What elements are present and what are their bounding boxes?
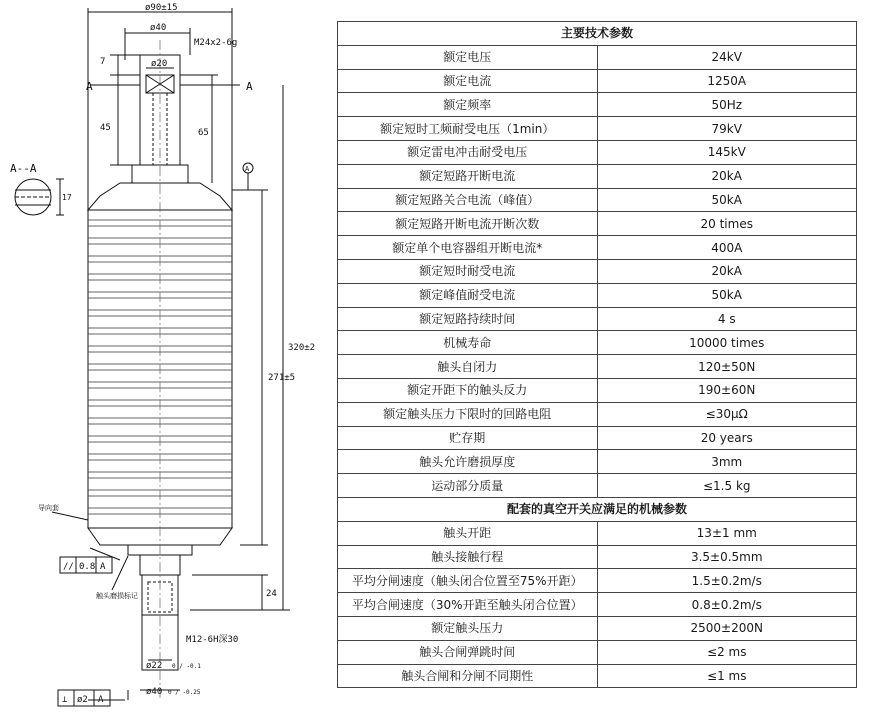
dim-thread-bottom: M12-6H深30: [186, 635, 239, 645]
interrupter-drawing: [0, 0, 330, 719]
param-value: ≤1.5 kg: [597, 474, 857, 498]
perpendicularity-datum: A: [98, 695, 104, 705]
table-row: [338, 450, 857, 474]
param-value: 50Hz: [597, 93, 857, 117]
param-label: 额定短路开断电流: [338, 164, 598, 188]
param-label: 额定触头压力下限时的回路电阻: [338, 402, 598, 426]
dim-stem-dia: ø40: [150, 23, 167, 33]
table-row: [338, 426, 857, 450]
param-label: 平均合闸速度（30%开距至触头闭合位置）: [338, 593, 598, 617]
param-value: 4 s: [597, 307, 857, 331]
param-label: 额定单个电容器组开断电流*: [338, 236, 598, 260]
param-label: 平均分闸速度（触头闭合位置至75%开距）: [338, 569, 598, 593]
param-label: 额定短路关合电流（峰值）: [338, 188, 598, 212]
table-row: [338, 117, 857, 141]
table-row: [338, 164, 857, 188]
table-row: [338, 331, 857, 355]
table-row: [338, 93, 857, 117]
param-value: 79kV: [597, 117, 857, 141]
param-value: 145kV: [597, 140, 857, 164]
wear-label: 触头磨损标记: [96, 592, 138, 600]
table-row: [338, 593, 857, 617]
param-label: 额定触头压力: [338, 616, 598, 640]
param-label: 额定电流: [338, 69, 598, 93]
table-header-mechanical: [338, 497, 857, 521]
parallelism-symbol: //: [63, 562, 74, 572]
param-label: 触头合闸弹跳时间: [338, 640, 598, 664]
param-label: 触头接触行程: [338, 545, 598, 569]
table-row: [338, 69, 857, 93]
param-value: ≤2 ms: [597, 640, 857, 664]
param-value: 3mm: [597, 450, 857, 474]
param-value: 20kA: [597, 164, 857, 188]
dim-thread-top: M24x2-6g: [194, 38, 238, 48]
dim-bottom-22-tol: 0 / -0.1: [172, 663, 201, 670]
param-value: 50kA: [597, 188, 857, 212]
param-label: 额定短路持续时间: [338, 307, 598, 331]
table-row: [338, 45, 857, 69]
param-value: ≤1 ms: [597, 664, 857, 688]
param-value: 20 times: [597, 212, 857, 236]
param-label: 额定短时工频耐受电压（1min）: [338, 117, 598, 141]
dim-flat-dia: ø20: [151, 59, 168, 69]
table-row: [338, 640, 857, 664]
section-label: A--A: [10, 162, 37, 175]
dim-7: 7: [100, 57, 106, 67]
param-value: ≤30μΩ: [597, 402, 857, 426]
table-row: [338, 355, 857, 379]
table-row: [338, 236, 857, 260]
table-row: [338, 283, 857, 307]
section-mark-left: A: [86, 80, 93, 93]
table-row: [338, 521, 857, 545]
param-label: 额定开距下的触头反力: [338, 378, 598, 402]
dim-bottom-22: ø22: [146, 661, 163, 671]
dim-bottom-40: ø40: [146, 687, 163, 697]
perpendicularity-value: ø2: [77, 695, 88, 705]
perpendicularity-symbol: ⊥: [62, 695, 68, 705]
param-label: 额定短时耐受电流: [338, 259, 598, 283]
param-value: 0.8±0.2m/s: [597, 593, 857, 617]
table-row: [338, 212, 857, 236]
param-label: 触头合闸和分闸不同期性: [338, 664, 598, 688]
dim-24: 24: [266, 589, 277, 599]
table-row: [338, 378, 857, 402]
table-row: [338, 402, 857, 426]
param-value: 1.5±0.2m/s: [597, 569, 857, 593]
table-row: [338, 259, 857, 283]
param-label: 额定雷电冲击耐受电压: [338, 140, 598, 164]
dim-bottom-40-tol: 0 / -0.25: [168, 689, 201, 696]
param-value: 24kV: [597, 45, 857, 69]
param-value: 20 years: [597, 426, 857, 450]
table-row: [338, 140, 857, 164]
guide-label: 导向套: [38, 504, 59, 512]
param-label: 触头自闭力: [338, 355, 598, 379]
param-label: 额定频率: [338, 93, 598, 117]
param-label: 额定短路开断电流开断次数: [338, 212, 598, 236]
header-mechanical: 配套的真空开关应满足的机械参数: [338, 497, 857, 521]
section-dim: 17: [62, 193, 72, 202]
param-label: 触头开距: [338, 521, 598, 545]
table-row: [338, 664, 857, 688]
param-label: 运动部分质量: [338, 474, 598, 498]
section-mark-right: A: [246, 80, 253, 93]
param-value: 3.5±0.5mm: [597, 545, 857, 569]
param-value: 2500±200N: [597, 616, 857, 640]
table-row: [338, 569, 857, 593]
table-row: [338, 188, 857, 212]
param-value: 20kA: [597, 259, 857, 283]
table-row: [338, 474, 857, 498]
header-main: 主要技术参数: [338, 22, 857, 46]
dim-65: 65: [198, 128, 209, 138]
param-value: 190±60N: [597, 378, 857, 402]
param-value: 120±50N: [597, 355, 857, 379]
table-row: [338, 616, 857, 640]
param-label: 额定峰值耐受电流: [338, 283, 598, 307]
datum-label: A: [245, 165, 250, 173]
dim-45: 45: [100, 123, 111, 133]
param-label: 额定电压: [338, 45, 598, 69]
table-row: [338, 545, 857, 569]
table-header-main: [338, 22, 857, 46]
param-value: 400A: [597, 236, 857, 260]
param-label: 机械寿命: [338, 331, 598, 355]
table-row: [338, 307, 857, 331]
param-label: 触头允许磨损厚度: [338, 450, 598, 474]
dim-320: 320±2: [288, 343, 316, 353]
param-value: 50kA: [597, 283, 857, 307]
parallelism-datum: A: [100, 562, 106, 572]
param-value: 10000 times: [597, 331, 857, 355]
dim-outer-dia: ø90±15: [145, 3, 178, 13]
param-value: 13±1 mm: [597, 521, 857, 545]
spec-table: [337, 21, 857, 688]
param-label: 贮存期: [338, 426, 598, 450]
param-value: 1250A: [597, 69, 857, 93]
dim-271: 271±5: [268, 373, 296, 383]
parallelism-value: 0.8: [79, 562, 96, 572]
